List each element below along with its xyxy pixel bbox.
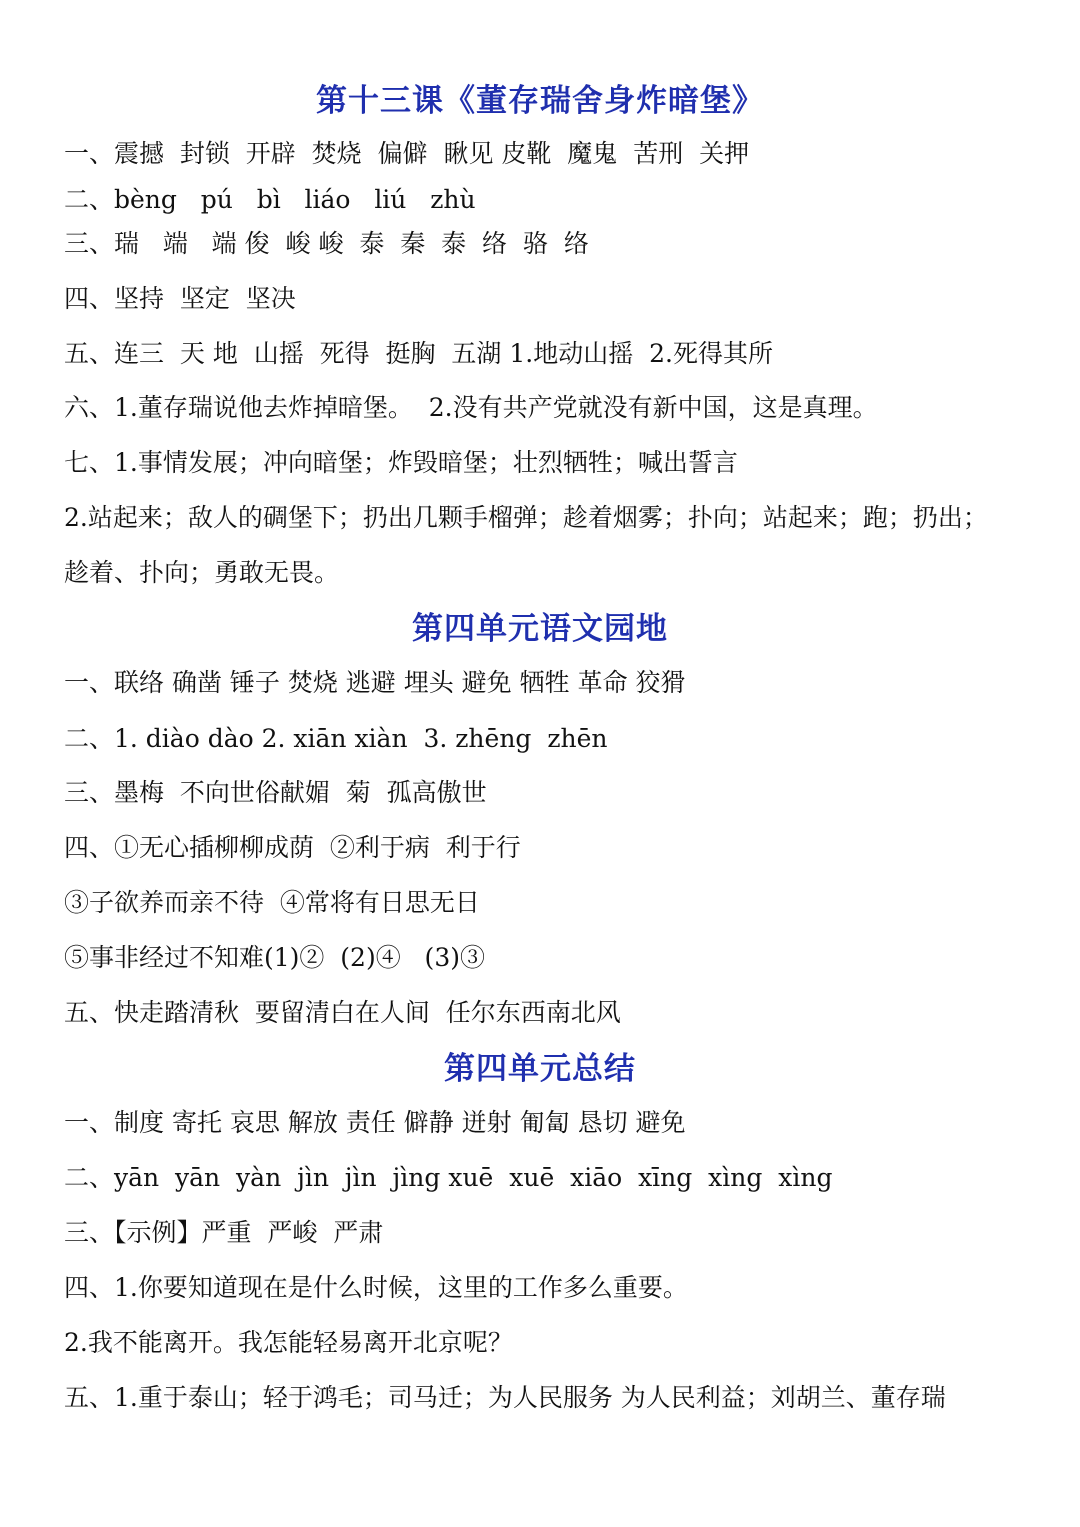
answer-line: 一、联络 确凿 锤子 焚烧 逃避 埋头 避免 牺牲 革命 狡猾 (64, 668, 686, 697)
answer-line: 趁着、扑向；勇敢无畏。 (64, 558, 340, 587)
answer-line: 六、1.董存瑞说他去炸掉暗堡。 2.没有共产党就没有新中国，这是真理。 (64, 393, 878, 422)
answer-line: 四、坚持 坚定 坚决 (64, 284, 296, 313)
answer-line: 七、1.事情发展；冲向暗堡；炸毁暗堡；壮烈牺牲；喊出誓言 (64, 448, 738, 477)
section-title-unit4-garden: 第四单元语文园地 (412, 611, 668, 647)
section-title-lesson-13: 第十三课《董存瑞舍身炸暗堡》 (316, 83, 764, 119)
answer-line: 四、1.你要知道现在是什么时候，这里的工作多么重要。 (64, 1273, 688, 1302)
answer-line: 五、快走踏清秋 要留清白在人间 任尔东西南北风 (64, 998, 621, 1027)
answer-line: 三、墨梅 不向世俗献媚 菊 孤高傲世 (64, 778, 487, 807)
answer-line: 2.我不能离开。我怎能轻易离开北京呢？ (64, 1328, 513, 1357)
answer-line: 三、【示例】严重 严峻 严肃 (64, 1218, 384, 1247)
answer-line: 2.站起来；敌人的碉堡下；扔出几颗手榴弹；趁着烟雾；扑向；站起来；跑；扔出； (64, 503, 988, 532)
answer-line: ③子欲养而亲不待 ④常将有日思无日 (64, 888, 480, 917)
answer-line: 二、yān yān yàn jìn jìn jìng xuē xuē xiāo xīng xìng xìng (64, 1163, 833, 1192)
answer-line: 五、1.重于泰山；轻于鸿毛；司马迁；为人民服务 为人民利益；刘胡兰、董存瑞 (64, 1383, 946, 1412)
answer-line: 二、1. diào dào 2. xiān xiàn 3. zhēng zhēn (64, 724, 608, 753)
answer-line: 四、①无心插柳柳成荫 ②利于病 利于行 (64, 833, 521, 862)
answer-line: 一、震撼 封锁 开辟 焚烧 偏僻 瞅见 皮靴 魔鬼 苦刑 关押 (64, 139, 750, 168)
answer-line: 五、连三 天 地 山摇 死得 挺胸 五湖 1.地动山摇 2.死得其所 (64, 339, 773, 368)
section-title-unit4-summary: 第四单元总结 (444, 1051, 636, 1087)
answer-line: ⑤事非经过不知难(1)② (2)④ (3)③ (64, 943, 485, 972)
answer-line: 二、bèng pú bì liáo liú zhù (64, 185, 476, 214)
answer-line: 三、瑞 端 端 俊 峻 峻 泰 秦 泰 络 骆 络 (64, 229, 589, 258)
answer-line: 一、制度 寄托 哀思 解放 责任 僻静 迸射 匍匐 恳切 避免 (64, 1108, 686, 1137)
